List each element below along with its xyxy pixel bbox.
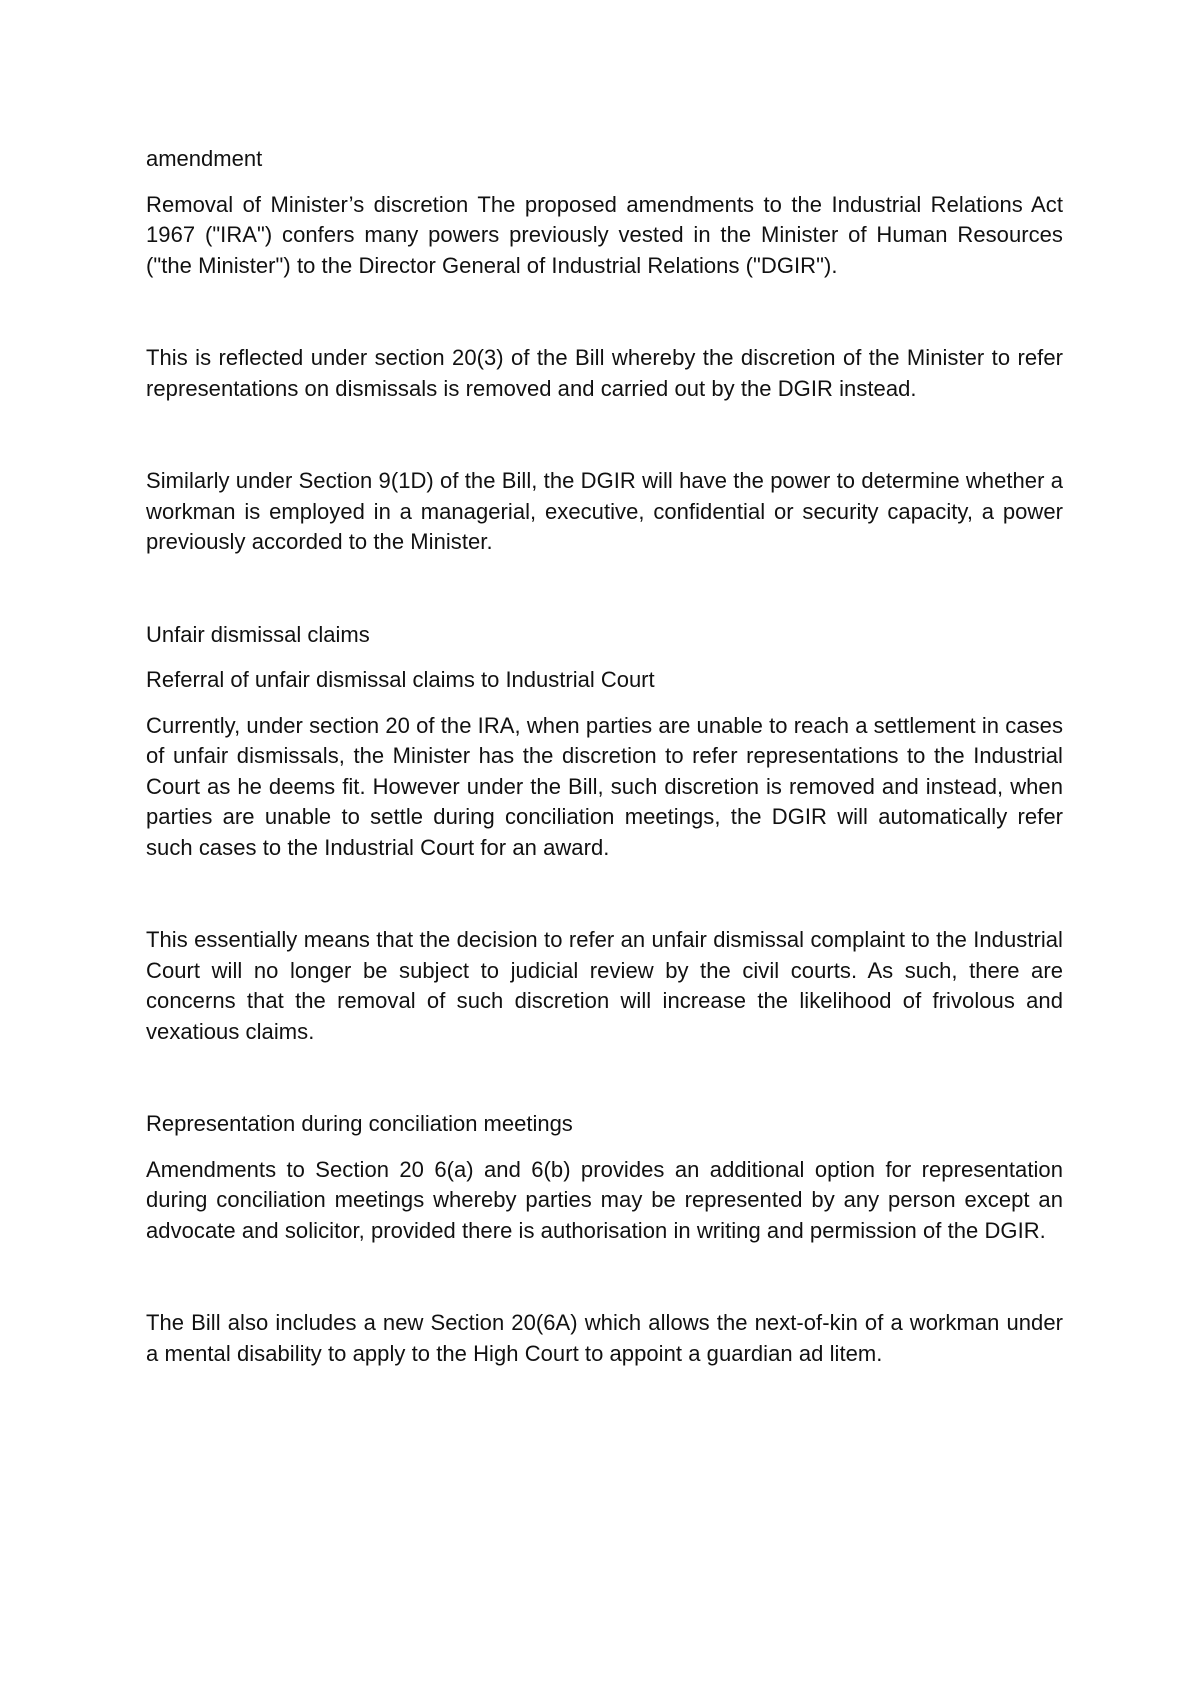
paragraph-section-9-1d: Similarly under Section 9(1D) of the Bill, the DGIR will have the power to determine whether a workman is employed in a managerial, executive, confidential or security capacity, a power previously accorded to the Minister. xyxy=(146,468,1063,554)
heading-unfair-dismissal: Unfair dismissal claims xyxy=(146,621,370,647)
heading-representation: Representation during conciliation meetings xyxy=(146,1111,573,1136)
subheading-referral: Referral of unfair dismissal claims to Industrial Court xyxy=(146,667,655,692)
paragraph-amendments: Amendments to Section 20 6(a) and 6(b) provides an additional option for representation during conciliation meetings whereby parties may be represented by any person except an advocate and solicitor, provided there is authorisation in writing and permission of the DGIR. xyxy=(146,1156,1063,1243)
paragraph-essentially: This essentially means that the decision to refer an unfair dismissal complaint to the Industrial Court will no longer be subject to judicial review by the civil courts. As such, there are concerns that the removal of such discretion will increase the likelihood of frivolous and vexatious claims. xyxy=(146,927,1063,1044)
paragraph-section-20-3: This is reflected under section 20(3) of the Bill whereby the discretion of the Minister to refer representations on dismissals is removed and carried out by the DGIR instead. xyxy=(146,345,1063,401)
top-label: amendment xyxy=(146,146,263,171)
document-page xyxy=(146,144,1063,1369)
paragraph-currently: Currently, under section 20 of the IRA, when parties are unable to reach a settlement in cases of unfair dismissals, the Minister has the discretion to refer representations to the Industrial Court as he deems fit. However under the Bill, such discretion is removed and instead, when parties are unable to settle during conciliation meetings, the DGIR will automatically refer such cases to the Industrial Court for an award. xyxy=(146,712,1063,860)
paragraph-removal-of-discretion: Removal of Minister’s discretion The proposed amendments to the Industrial Relations Act 1967 ("IRA") confers many powers previously vested in the Minister of Human Resources ("the Minister") to the Director General of Industrial Relations ("DGIR"). xyxy=(146,191,1063,278)
paragraph-new-section: The Bill also includes a new Section 20(6A) which allows the next-of-kin of a workman under a mental disability to apply to the High Court to appoint a guardian ad litem. xyxy=(146,1310,1063,1366)
